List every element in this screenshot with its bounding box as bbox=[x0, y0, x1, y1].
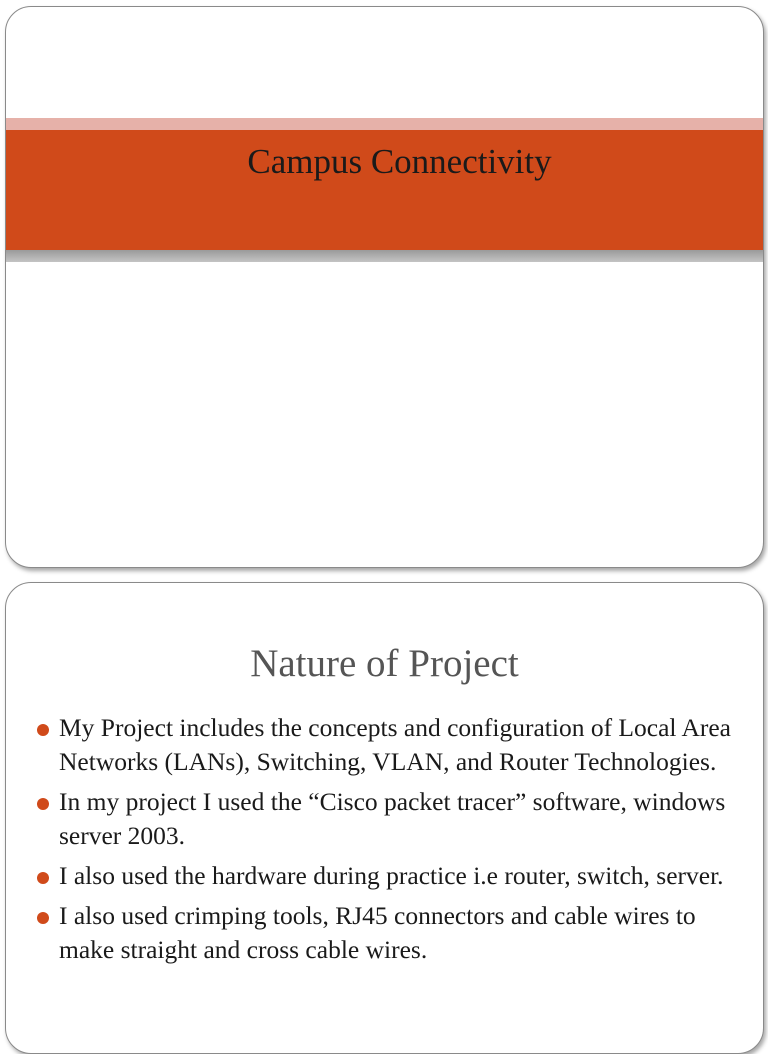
title-band-bottom-stripe bbox=[6, 250, 763, 262]
bullet-dot-icon bbox=[37, 872, 49, 884]
bullet-text: I also used crimping tools, RJ45 connectors and cable wires to make straight and cross cable wires. bbox=[59, 901, 696, 964]
bullet-list bbox=[28, 711, 748, 973]
bullet-dot-icon bbox=[37, 798, 49, 810]
slide-heading: Nature of Project bbox=[250, 642, 519, 685]
bullet-item bbox=[28, 711, 748, 779]
bullet-dot-icon bbox=[37, 912, 49, 924]
slide-title: Campus Connectivity bbox=[247, 142, 552, 181]
bullet-dot-icon bbox=[37, 724, 49, 736]
bullet-text: I also used the hardware during practice i.e router, switch, server. bbox=[59, 861, 724, 890]
content-slide bbox=[5, 582, 764, 1054]
title-slide bbox=[5, 6, 764, 568]
bullet-text: In my project I used the “Cisco packet tracer” software, windows server 2003. bbox=[59, 787, 726, 850]
title-band-top-stripe bbox=[6, 118, 763, 130]
bullet-item bbox=[28, 859, 748, 893]
bullet-item bbox=[28, 899, 748, 967]
bullet-item bbox=[28, 785, 748, 853]
bullet-text: My Project includes the concepts and configuration of Local Area Networks (LANs), Switching, VLAN, and Router Technologies. bbox=[59, 713, 731, 776]
